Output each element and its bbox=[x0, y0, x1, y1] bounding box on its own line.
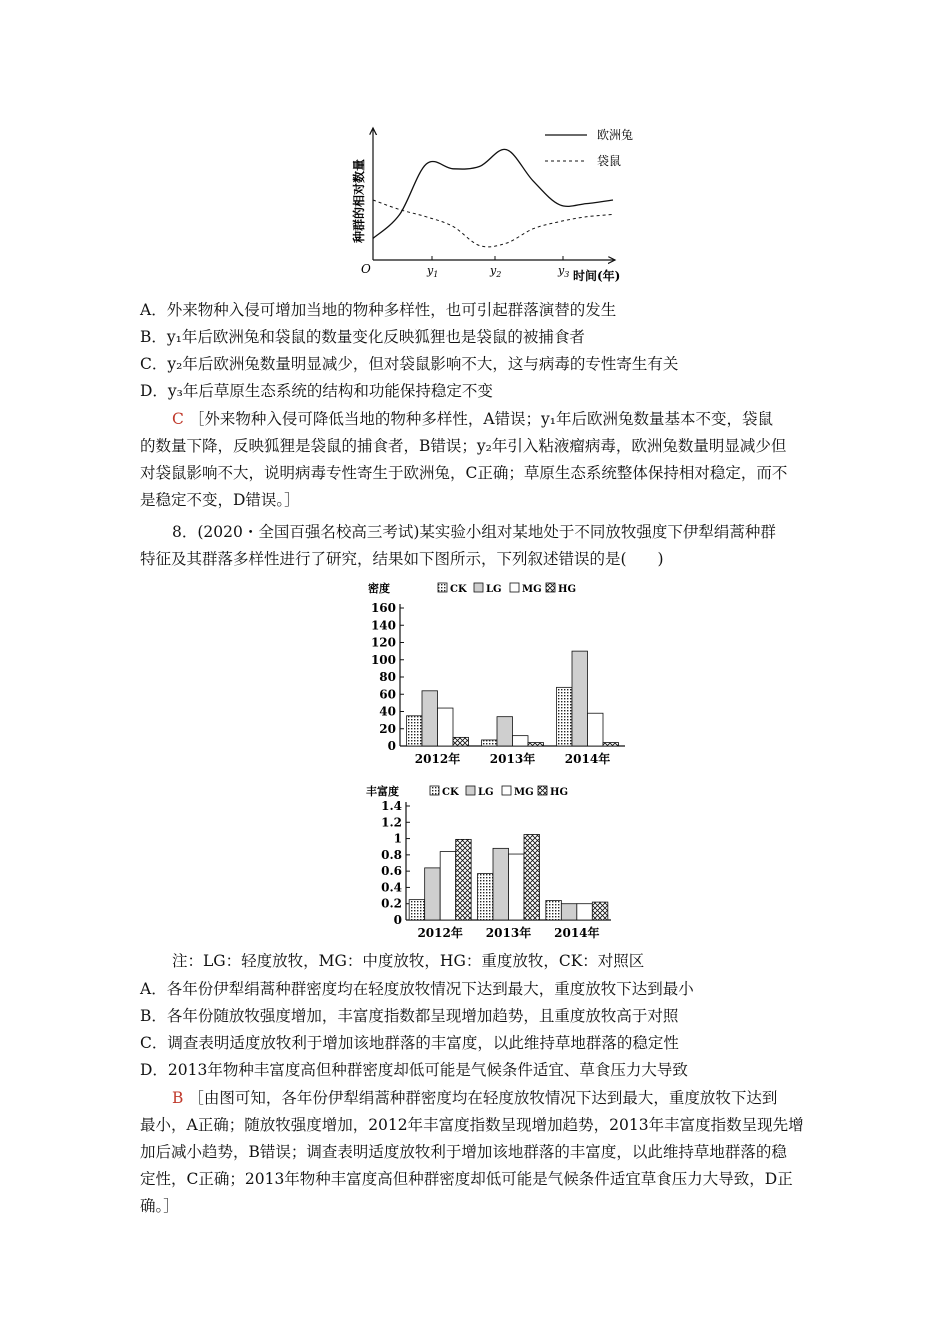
q7-option-d: D．y₃年后草原生态系统的结构和功能保持稳定不变 bbox=[140, 382, 493, 400]
q7-option-a: A．外来物种入侵可增加当地的物种多样性，也可引起群落演替的发生 bbox=[140, 301, 617, 319]
q8-stem-line: 8．(2020・全国百强名校高三考试)某实验小组对某地处于不同放牧强度下伊犁绢蒿种群 bbox=[172, 523, 776, 541]
bar-LG-0 bbox=[425, 868, 441, 920]
y-tick-label: 0 bbox=[393, 913, 402, 927]
x-category-label: 2013年 bbox=[489, 752, 536, 766]
q7-answer-letter: C bbox=[172, 410, 184, 428]
legend-swatch bbox=[438, 583, 447, 592]
bar-HG-0 bbox=[456, 839, 472, 920]
q7-answer-line: 是稳定不变，D错误。］ bbox=[140, 491, 300, 509]
y-tick-label: 60 bbox=[379, 687, 396, 702]
bar-MG-1 bbox=[513, 736, 529, 746]
legend-label: HG bbox=[550, 787, 568, 798]
y-axis-label: 丰富度 bbox=[366, 785, 399, 798]
q8-stem-line: 特征及其群落多样性进行了研究，结果如下图所示，下列叙述错误的是( ) bbox=[140, 550, 664, 568]
y-tick-label: 80 bbox=[379, 670, 396, 684]
x-tick bbox=[489, 264, 501, 279]
y-axis-label: 密度 bbox=[368, 582, 390, 595]
q8-option-b: B．各年份随放牧强度增加，丰富度指数都呈现增加趋势，且重度放牧高于对照 bbox=[140, 1007, 679, 1025]
richness-bar-chart bbox=[360, 778, 640, 940]
x-category-label: 2014年 bbox=[564, 752, 611, 766]
x-category-label: 2013年 bbox=[485, 926, 532, 940]
q7-answer-line: 对袋鼠影响不大，说明病毒专性寄生于欧洲兔，C正确；草原生态系统整体保持相对稳定，而不 bbox=[140, 464, 788, 482]
bar-LG-2 bbox=[561, 904, 577, 920]
legend-label-kangaroo: 袋鼠 bbox=[597, 154, 622, 168]
bar-LG-1 bbox=[493, 848, 509, 920]
q7-option-c: C．y₂年后欧洲兔数量明显减少，但对袋鼠影响不大，这与病毒的专性寄生有关 bbox=[140, 355, 679, 373]
y-tick-label: 0.2 bbox=[381, 896, 402, 911]
bar-HG-2 bbox=[592, 902, 608, 920]
bar-CK-2 bbox=[557, 687, 573, 746]
bar-LG-0 bbox=[422, 691, 438, 746]
y-tick-label: 0 bbox=[387, 739, 396, 753]
series-line-kangaroo bbox=[373, 200, 613, 247]
legend-label-rabbit: 欧洲兔 bbox=[597, 128, 634, 142]
bar-HG-1 bbox=[524, 835, 540, 921]
legend-swatch bbox=[474, 583, 483, 592]
legend-label: MG bbox=[522, 584, 542, 595]
x-category-label: 2014年 bbox=[554, 926, 600, 940]
legend-label: MG bbox=[514, 787, 534, 798]
y-tick-label: 160 bbox=[370, 601, 396, 615]
bar-MG-0 bbox=[438, 708, 454, 746]
x-tick bbox=[426, 264, 438, 279]
y-axis-label: 种群的相对数量 bbox=[352, 158, 366, 243]
legend-swatch bbox=[502, 786, 511, 795]
q8-note: 注：LG：轻度放牧，MG：中度放牧，HG：重度放牧，CK：对照区 bbox=[172, 952, 645, 970]
legend-swatch bbox=[466, 786, 475, 795]
legend-swatch bbox=[510, 583, 519, 592]
svg-text:y3: $y_3$ bbox=[558, 264, 570, 279]
q8-option-a: A．各年份伊犁绢蒿种群密度均在轻度放牧情况下达到最大，重度放牧下达到最小 bbox=[140, 980, 694, 998]
q8-answer-line bbox=[172, 1088, 777, 1108]
legend-label: LG bbox=[486, 584, 502, 595]
bar-CK-0 bbox=[407, 716, 423, 746]
q8-answer-line: 定性，C正确；2013年物种丰富度高但种群密度却低可能是气候条件适宜草食压力大导致，D正 bbox=[140, 1170, 793, 1188]
q7-answer-line: 的数量下降，反映狐狸是袋鼠的捕食者，B错误；y₂年引入粘液瘤病毒，欧洲兔数量明显减少但 bbox=[140, 437, 787, 455]
bar-CK-2 bbox=[546, 900, 562, 920]
legend-label: CK bbox=[442, 787, 459, 798]
x-axis-label: 时间(年) bbox=[573, 269, 621, 283]
q8-answer-letter: B bbox=[172, 1089, 184, 1107]
bar-CK-1 bbox=[478, 874, 494, 920]
q8-answer-line: 最小，A正确；随放牧强度增加，2012年丰富度指数呈现增加趋势，2013年丰富度指数呈现先增 bbox=[140, 1116, 804, 1134]
q8-answer-line: 加后减小趋势，B错误；调查表明适度放牧利于增加该地群落的丰富度，以此维持草地群落的稳 bbox=[140, 1143, 787, 1161]
q7-answer-text: ［外来物种入侵可降低当地的物种多样性，A错误；y₁年后欧洲兔数量基本不变，袋鼠 bbox=[188, 410, 773, 428]
bar-MG-2 bbox=[588, 713, 604, 746]
y-tick-label: 20 bbox=[379, 721, 396, 736]
y-tick-label: 1.2 bbox=[381, 815, 402, 830]
legend-label: CK bbox=[450, 584, 467, 595]
series-line-rabbit bbox=[373, 149, 613, 238]
x-category-label: 2012年 bbox=[414, 752, 461, 766]
q8-answer-text: ［由图可知，各年份伊犁绢蒿种群密度均在轻度放牧情况下达到最大，重度放牧下达到 bbox=[188, 1089, 778, 1107]
legend-swatch bbox=[538, 786, 547, 795]
bar-LG-2 bbox=[572, 651, 588, 746]
origin-label: O bbox=[361, 262, 371, 276]
y-tick-label: 1 bbox=[393, 831, 402, 846]
y-tick-label: 0.6 bbox=[381, 864, 402, 879]
svg-text:y1: $y_1$ bbox=[427, 264, 439, 279]
x-category-label: 2012年 bbox=[417, 926, 463, 940]
bar-CK-0 bbox=[409, 900, 425, 920]
legend-label: HG bbox=[558, 584, 576, 595]
bar-LG-1 bbox=[497, 717, 513, 746]
legend bbox=[545, 128, 633, 168]
bar-MG-1 bbox=[509, 854, 525, 920]
bar-HG-1 bbox=[528, 743, 544, 746]
population-line-chart bbox=[335, 118, 655, 290]
q8-answer-line: 确。］ bbox=[140, 1197, 179, 1215]
x-tick bbox=[557, 264, 569, 279]
bar-MG-2 bbox=[577, 904, 593, 920]
q7-option-b: B．y₁年后欧洲兔和袋鼠的数量变化反映狐狸也是袋鼠的被捕食者 bbox=[140, 328, 585, 346]
q8-option-c: C．调查表明适度放牧利于增加该地群落的丰富度，以此维持草地群落的稳定性 bbox=[140, 1034, 679, 1052]
legend-swatch bbox=[546, 583, 555, 592]
y-tick-label: 140 bbox=[370, 618, 396, 633]
svg-text:y2: $y_2$ bbox=[490, 264, 502, 279]
y-tick-label: 100 bbox=[370, 652, 396, 667]
y-tick-label: 0.4 bbox=[381, 880, 402, 895]
bar-CK-1 bbox=[482, 740, 498, 746]
y-tick-label: 0.8 bbox=[381, 847, 402, 862]
legend-label: LG bbox=[478, 787, 494, 798]
y-tick-label: 1.4 bbox=[381, 799, 402, 813]
y-tick-label: 120 bbox=[370, 635, 396, 650]
y-tick-label: 40 bbox=[379, 704, 396, 719]
bar-HG-0 bbox=[453, 737, 469, 746]
q7-answer-line bbox=[172, 409, 773, 429]
legend-swatch bbox=[430, 786, 439, 795]
q8-option-d: D．2013年物种丰富度高但种群密度却低可能是气候条件适宜、草食压力大导致 bbox=[140, 1061, 688, 1079]
density-bar-chart bbox=[360, 578, 640, 770]
bar-MG-0 bbox=[440, 852, 456, 920]
bar-HG-2 bbox=[603, 743, 619, 746]
